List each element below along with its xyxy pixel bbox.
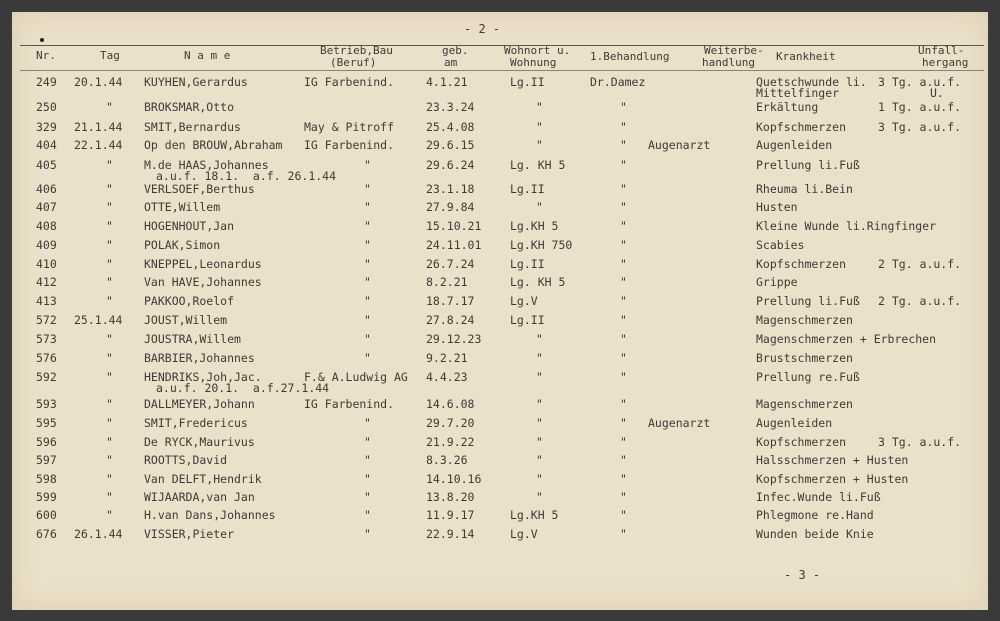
cell-tag: 22.1.44 — [74, 138, 123, 152]
cell-geb: 27.8.24 — [426, 313, 475, 327]
cell-behandlung: " — [620, 158, 627, 172]
cell-tag: " — [106, 508, 113, 522]
cell-geb: 14.6.08 — [426, 397, 475, 411]
header-betrieb-2: (Beruf) — [330, 56, 377, 69]
cell-geb: 9.2.21 — [426, 351, 468, 365]
cell-unfall: 3 Tg. a.u.f. — [878, 75, 962, 89]
cell-name: Van HAVE,Johannes — [144, 275, 262, 289]
header-wohnort-1: Wohnort u. — [504, 44, 571, 57]
cell-geb: 18.7.17 — [426, 294, 475, 308]
cell-wohnort: Lg. KH 5 — [510, 275, 566, 289]
cell-tag: 26.1.44 — [74, 527, 123, 541]
cell-krankheit: Wunden beide Knie — [756, 527, 874, 541]
table-row — [12, 258, 988, 276]
cell-krankheit: Grippe — [756, 275, 798, 289]
cell-nr: 250 — [36, 100, 57, 114]
cell-name: PAKKOO,Roelof — [144, 294, 235, 308]
cell-krankheit: Prellung re.Fuß — [756, 370, 860, 384]
cell-krankheit: Kopfschmerzen — [756, 120, 847, 134]
cell-krankheit: Halsschmerzen + Husten — [756, 453, 909, 467]
table-row — [12, 276, 988, 294]
cell-nr: 406 — [36, 182, 57, 196]
cell-wohnort: Lg.KH 5 — [510, 219, 559, 233]
cell-behandlung: " — [620, 182, 627, 196]
header-name: N a m e — [184, 49, 231, 62]
cell-betrieb: " — [364, 238, 371, 252]
cell-wohnort: Lg.II — [510, 182, 545, 196]
cell-betrieb: " — [364, 182, 371, 196]
cell-betrieb: " — [364, 490, 371, 504]
cell-weiter: Augenarzt — [648, 138, 711, 152]
cell-behandlung: " — [620, 416, 627, 430]
cell-behandlung: " — [620, 294, 627, 308]
header-weiter-1: Weiterbe- — [704, 44, 764, 57]
cell-tag: " — [106, 182, 113, 196]
cell-krankheit: Magenschmerzen + Erbrechen — [756, 332, 937, 346]
cell-krankheit: Infec.Wunde li.Fuß — [756, 490, 881, 504]
cell-krankheit: Prellung li.Fuß — [756, 294, 860, 308]
cell-tag: " — [106, 472, 113, 486]
cell-krankheit: Augenleiden — [756, 138, 833, 152]
header-tag: Tag — [100, 49, 120, 62]
header-geb-2: am — [444, 56, 458, 69]
cell-betrieb: " — [364, 294, 371, 308]
header-betrieb-1: Betrieb,Bau — [320, 44, 393, 57]
cell-name: WIJAARDA,van Jan — [144, 490, 255, 504]
table-row — [12, 333, 988, 351]
cell-krankheit: Husten — [756, 200, 798, 214]
cell-name: SMIT,Bernardus — [144, 120, 241, 134]
header-nr: Nr. — [36, 49, 56, 62]
cell-tag: " — [106, 332, 113, 346]
cell-wohnort: " — [536, 472, 543, 486]
cell-unfall: 3 Tg. a.u.f. — [878, 120, 962, 134]
cell-wohnort: Lg.II — [510, 257, 545, 271]
cell-behandlung: " — [620, 200, 627, 214]
cell-krankheit: Kleine Wunde li.Ringfinger — [756, 219, 937, 233]
cell-nr: 409 — [36, 238, 57, 252]
cell-nr: 404 — [36, 138, 57, 152]
header-unfall-1: Unfall- — [918, 44, 965, 57]
cell-nr: 596 — [36, 435, 57, 449]
cell-wohnort: " — [536, 370, 543, 384]
cell-nr: 407 — [36, 200, 57, 214]
cell-betrieb: " — [364, 219, 371, 233]
cell-krankheit: Kopfschmerzen — [756, 257, 847, 271]
cell-betrieb: " — [364, 527, 371, 541]
cell-geb: 22.9.14 — [426, 527, 475, 541]
cell-betrieb: " — [364, 416, 371, 430]
cell-betrieb: IG Farbenind. — [304, 75, 395, 89]
cell-behandlung: " — [620, 219, 627, 233]
cell-geb: 11.9.17 — [426, 508, 475, 522]
cell-betrieb: " — [364, 351, 371, 365]
table-row — [12, 473, 988, 491]
cell-nr: 597 — [36, 453, 57, 467]
cell-behandlung: " — [620, 370, 627, 384]
cell-wohnort: Lg.KH 5 — [510, 508, 559, 522]
cell-tag: 21.1.44 — [74, 120, 123, 134]
cell-name: Op den BROUW,Abraham — [144, 138, 283, 152]
cell-behandlung: " — [620, 490, 627, 504]
cell-wohnort: " — [536, 490, 543, 504]
cell-krankheit: Phlegmone re.Hand — [756, 508, 874, 522]
cell-tag: " — [106, 370, 113, 384]
cell-geb: 29.6.15 — [426, 138, 475, 152]
header-wohnort-2: Wohnung — [510, 56, 557, 69]
cell-unfall-line2: U. — [930, 86, 944, 100]
cell-betrieb: " — [364, 313, 371, 327]
cell-nr: 576 — [36, 351, 57, 365]
cell-nr: 600 — [36, 508, 57, 522]
cell-wohnort: " — [536, 332, 543, 346]
cell-behandlung: " — [620, 120, 627, 134]
cell-krankheit: Erkältung — [756, 100, 819, 114]
table-row — [12, 436, 988, 454]
cell-name: De RYCK,Maurivus — [144, 435, 255, 449]
cell-name: H.van Dans,Johannes — [144, 508, 276, 522]
cell-wohnort: " — [536, 453, 543, 467]
cell-nr: 595 — [36, 416, 57, 430]
cell-betrieb: " — [364, 158, 371, 172]
table-row — [12, 139, 988, 157]
cell-name: OTTE,Willem — [144, 200, 221, 214]
cell-name: JOUSTRA,Willem — [144, 332, 241, 346]
cell-wohnort: " — [536, 120, 543, 134]
table-row — [12, 239, 988, 257]
cell-tag: " — [106, 275, 113, 289]
cell-tag: 25.1.44 — [74, 313, 123, 327]
cell-nr: 592 — [36, 370, 57, 384]
cell-tag: " — [106, 416, 113, 430]
cell-krankheit: Augenleiden — [756, 416, 833, 430]
cell-betrieb: " — [364, 472, 371, 486]
cell-name: POLAK,Simon — [144, 238, 221, 252]
cell-krankheit: Rheuma li.Bein — [756, 182, 853, 196]
cell-tag: " — [106, 294, 113, 308]
cell-krankheit: Kopfschmerzen + Husten — [756, 472, 909, 486]
table-row — [12, 295, 988, 313]
cell-behandlung: " — [620, 138, 627, 152]
cell-geb: 23.3.24 — [426, 100, 475, 114]
cell-geb: 29.12.23 — [426, 332, 482, 346]
cell-wohnort: " — [536, 435, 543, 449]
cell-unfall: 2 Tg. a.u.f. — [878, 294, 962, 308]
cell-geb: 24.11.01 — [426, 238, 482, 252]
cell-nr: 405 — [36, 158, 57, 172]
cell-behandlung: " — [620, 100, 627, 114]
cell-name: M.de HAAS,Johannes — [144, 158, 269, 172]
table-row — [12, 370, 988, 395]
cell-nr: 593 — [36, 397, 57, 411]
table-row — [12, 314, 988, 332]
cell-wohnort: " — [536, 138, 543, 152]
cell-behandlung: " — [620, 527, 627, 541]
cell-tag: " — [106, 453, 113, 467]
cell-tag: " — [106, 435, 113, 449]
cell-nr: 413 — [36, 294, 57, 308]
cell-geb: 4.1.21 — [426, 75, 468, 89]
document-page — [12, 12, 988, 610]
cell-wohnort: " — [536, 397, 543, 411]
cell-krankheit-line2: Mittelfinger — [756, 86, 840, 100]
page-number-top: - 2 - — [464, 22, 501, 36]
cell-nr: 410 — [36, 257, 57, 271]
cell-name-note: a.u.f. 20.1. a.f.27.1.44 — [156, 381, 330, 395]
cell-name: VISSER,Pieter — [144, 527, 235, 541]
cell-betrieb: May & Pitroff — [304, 120, 395, 134]
cell-unfall: 2 Tg. a.u.f. — [878, 257, 962, 271]
cell-geb: 26.7.24 — [426, 257, 475, 271]
cell-tag: " — [106, 219, 113, 233]
cell-tag: " — [106, 397, 113, 411]
cell-behandlung: " — [620, 435, 627, 449]
cell-wohnort: " — [536, 200, 543, 214]
cell-krankheit: Magenschmerzen — [756, 313, 853, 327]
cell-name: VERLSOEF,Berthus — [144, 182, 255, 196]
cell-tag: " — [106, 200, 113, 214]
cell-betrieb: " — [364, 508, 371, 522]
cell-wohnort: Lg.KH 750 — [510, 238, 573, 252]
cell-name: HOGENHOUT,Jan — [144, 219, 235, 233]
cell-wohnort: " — [536, 100, 543, 114]
cell-unfall: 1 Tg. a.u.f. — [878, 100, 962, 114]
cell-wohnort: Lg.V — [510, 294, 538, 308]
header-behandlung: 1.Behandlung — [590, 50, 670, 63]
table-row — [12, 454, 988, 472]
table-row — [12, 75, 988, 100]
cell-betrieb: F.& A.Ludwig AG — [304, 370, 408, 384]
header-unfall-2: hergang — [922, 56, 969, 69]
cell-behandlung: " — [620, 313, 627, 327]
cell-behandlung: " — [620, 397, 627, 411]
table-row — [12, 220, 988, 238]
cell-krankheit: Brustschmerzen — [756, 351, 853, 365]
cell-behandlung: " — [620, 332, 627, 346]
cell-geb: 13.8.20 — [426, 490, 475, 504]
cell-name: DALLMEYER,Johann — [144, 397, 255, 411]
cell-betrieb: IG Farbenind. — [304, 397, 395, 411]
table-row — [12, 509, 988, 527]
table-row — [12, 183, 988, 201]
cell-geb: 21.9.22 — [426, 435, 475, 449]
cell-name: JOUST,Willem — [144, 313, 228, 327]
cell-name: SMIT,Fredericus — [144, 416, 248, 430]
cell-tag: " — [106, 490, 113, 504]
cell-geb: 23.1.18 — [426, 182, 475, 196]
cell-behandlung: " — [620, 257, 627, 271]
cell-betrieb: IG Farbenind. — [304, 138, 395, 152]
cell-name: BARBIER,Johannes — [144, 351, 255, 365]
top-rule — [20, 45, 984, 46]
cell-geb: 8.3.26 — [426, 453, 468, 467]
header-weiter-2: handlung — [702, 56, 755, 69]
page-number-bottom: - 3 - — [784, 568, 821, 582]
cell-krankheit: Prellung li.Fuß — [756, 158, 860, 172]
cell-tag: " — [106, 238, 113, 252]
header-krankheit: Krankheit — [776, 50, 836, 63]
cell-name: HENDRIKS,Joh,Jac. — [144, 370, 262, 384]
cell-nr: 572 — [36, 313, 57, 327]
table-row — [12, 158, 988, 183]
cell-nr: 676 — [36, 527, 57, 541]
cell-nr: 598 — [36, 472, 57, 486]
cell-krankheit: Magenschmerzen — [756, 397, 853, 411]
cell-tag: " — [106, 351, 113, 365]
cell-tag: " — [106, 257, 113, 271]
cell-krankheit: Quetschwunde li. — [756, 75, 867, 89]
cell-wohnort: " — [536, 416, 543, 430]
cell-geb: 4.4.23 — [426, 370, 468, 384]
cell-name: ROOTTS,David — [144, 453, 228, 467]
cell-geb: 25.4.08 — [426, 120, 475, 134]
table-row — [12, 491, 988, 509]
cell-behandlung: " — [620, 508, 627, 522]
cell-wohnort: Lg. KH 5 — [510, 158, 566, 172]
cell-betrieb: " — [364, 257, 371, 271]
cell-betrieb: " — [364, 435, 371, 449]
cell-name: BROKSMAR,Otto — [144, 100, 235, 114]
cell-name: Van DELFT,Hendrik — [144, 472, 262, 486]
cell-wohnort: Lg.II — [510, 313, 545, 327]
cell-nr: 329 — [36, 120, 57, 134]
cell-geb: 14.10.16 — [426, 472, 482, 486]
table-row — [12, 398, 988, 416]
cell-betrieb: " — [364, 275, 371, 289]
cell-behandlung: " — [620, 238, 627, 252]
cell-behandlung: Dr.Damez — [590, 75, 646, 89]
cell-behandlung: " — [620, 275, 627, 289]
header-geb-1: geb. — [442, 44, 469, 57]
cell-behandlung: " — [620, 453, 627, 467]
cell-nr: 408 — [36, 219, 57, 233]
cell-tag: " — [106, 100, 113, 114]
cell-nr: 599 — [36, 490, 57, 504]
cell-name: KNEPPEL,Leonardus — [144, 257, 262, 271]
cell-behandlung: " — [620, 351, 627, 365]
cell-geb: 27.9.84 — [426, 200, 475, 214]
cell-unfall: 3 Tg. a.u.f. — [878, 435, 962, 449]
cell-betrieb: " — [364, 200, 371, 214]
table-row — [12, 528, 988, 546]
cell-geb: 15.10.21 — [426, 219, 482, 233]
table-row — [12, 121, 988, 139]
cell-nr: 573 — [36, 332, 57, 346]
cell-name-note: a.u.f. 18.1. a.f. 26.1.44 — [156, 169, 337, 183]
cell-wohnort: Lg.V — [510, 527, 538, 541]
cell-geb: 8.2.21 — [426, 275, 468, 289]
cell-tag: " — [106, 158, 113, 172]
cell-tag: 20.1.44 — [74, 75, 123, 89]
cell-nr: 249 — [36, 75, 57, 89]
cell-nr: 412 — [36, 275, 57, 289]
cell-krankheit: Kopfschmerzen — [756, 435, 847, 449]
ink-dot — [40, 38, 44, 42]
cell-betrieb: " — [364, 332, 371, 346]
table-row — [12, 352, 988, 370]
cell-krankheit: Scabies — [756, 238, 805, 252]
cell-weiter: Augenarzt — [648, 416, 711, 430]
cell-geb: 29.6.24 — [426, 158, 475, 172]
table-row — [12, 417, 988, 435]
cell-name: KUYHEN,Gerardus — [144, 75, 248, 89]
cell-geb: 29.7.20 — [426, 416, 475, 430]
table-row — [12, 201, 988, 219]
cell-behandlung: " — [620, 472, 627, 486]
header-rule — [20, 70, 984, 71]
table-row — [12, 101, 988, 119]
cell-betrieb: " — [364, 453, 371, 467]
cell-wohnort: " — [536, 351, 543, 365]
cell-wohnort: Lg.II — [510, 75, 545, 89]
